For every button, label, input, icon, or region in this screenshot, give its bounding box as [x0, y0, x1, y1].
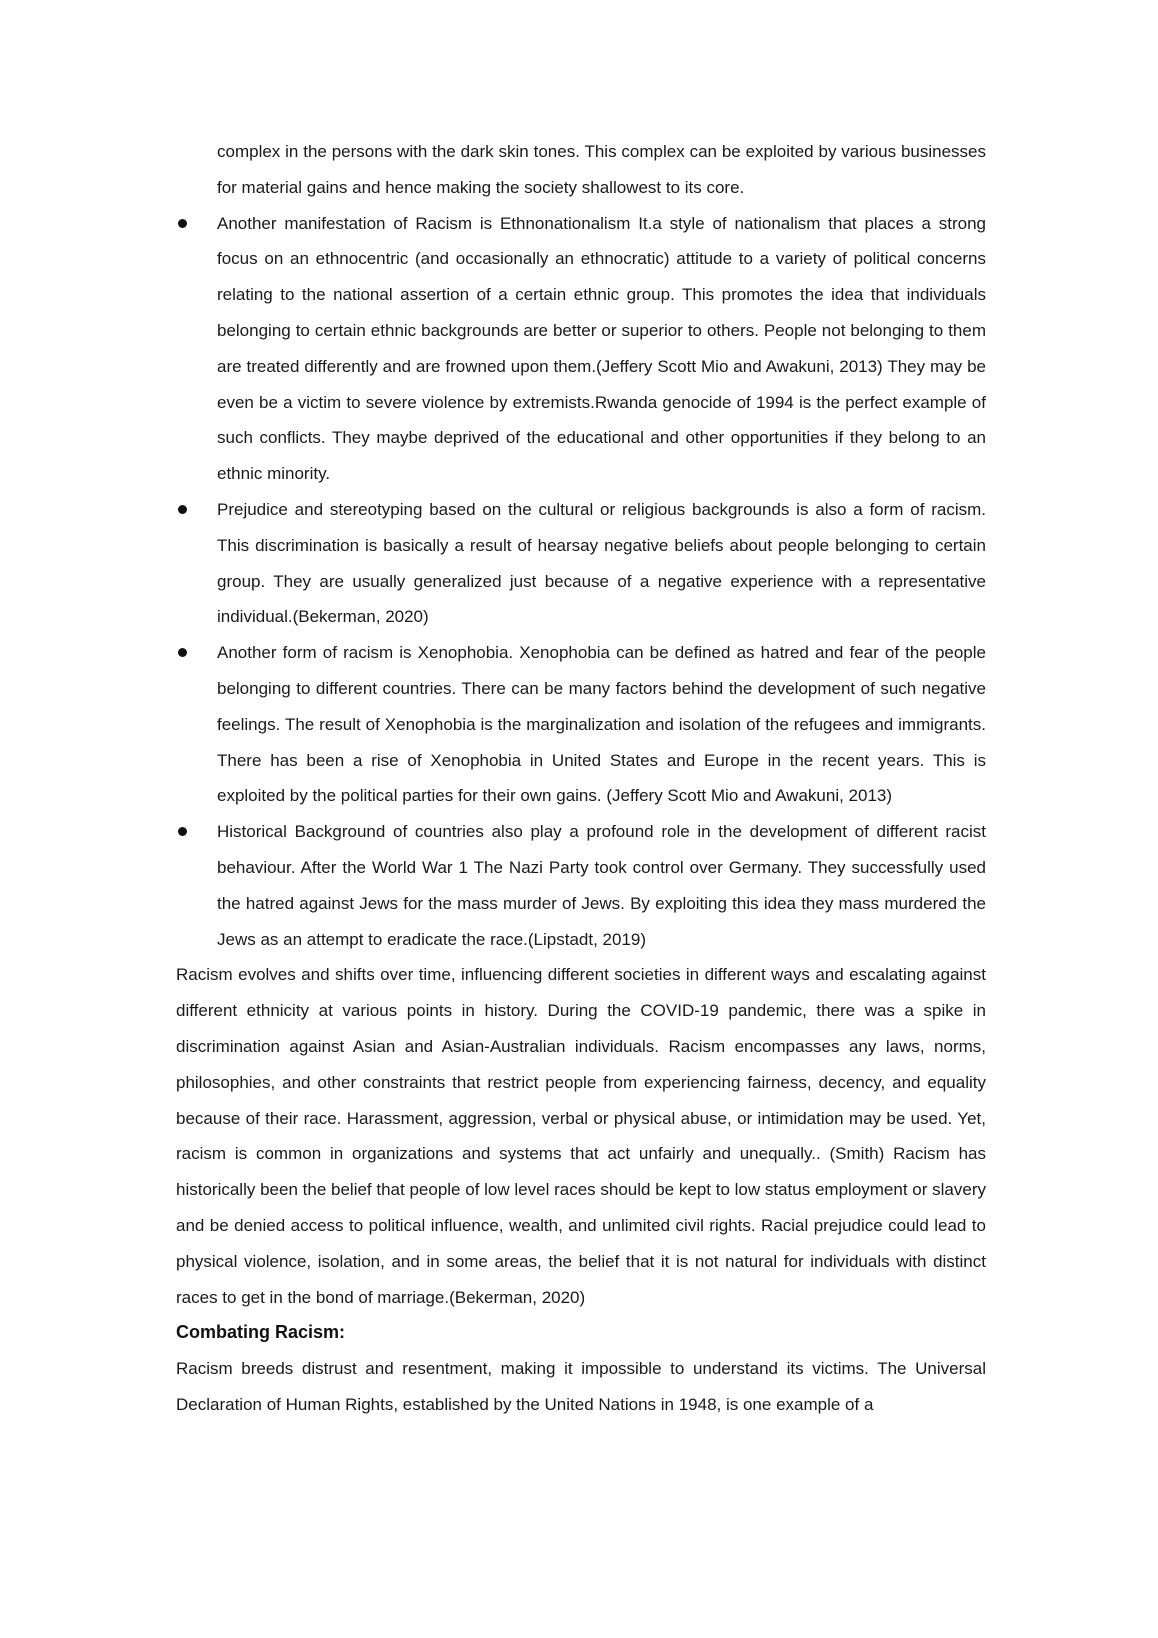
- bullet-text: Another manifestation of Racism is Ethnonationalism It.a style of nationalism that places a strong focus on an ethnocentric (and occasionally an ethnocratic) attitude to a variety of political concerns relating to the national assertion of a certain ethnic group. This promotes the idea that individuals belonging to certain ethnic backgrounds are better or superior to others. People not belonging to them are treated differently and are frowned upon them.(Jeffery Scott Mio and Awakuni, 2013) They may be even be a victim to severe violence by extremists.Rwanda genocide of 1994 is the perfect example of such conflicts. They maybe deprived of the educational and other opportunities if they belong to an ethnic minority.: [217, 213, 986, 484]
- section-heading: Combating Racism:: [176, 1322, 346, 1343]
- bullet-dot-icon: [178, 505, 187, 514]
- body-paragraph: Racism breeds distrust and resentment, making it impossible to understand its victims. The Universal Declaration of Human Rights, established by the United Nations in 1948, is one example of a: [176, 1359, 986, 1414]
- bullet-dot-icon: [178, 827, 187, 836]
- bullet-dot-icon: [178, 648, 187, 657]
- bullet-text: Prejudice and stereotyping based on the cultural or religious backgrounds is also a form of racism. This discrimination is basically a result of hearsay negative beliefs about people belonging to certain group. They are usually generalized just because of a negative experience with a representative individual.(Bekerman, 2020): [217, 499, 986, 627]
- bullet-item-xenophobia: [176, 635, 986, 814]
- bullet-item-prejudice: [176, 492, 986, 635]
- bullet-continuation-text: complex in the persons with the dark skin tones. This complex can be exploited by various businesses for material gains and hence making the society shallowest to its core.: [217, 142, 986, 197]
- bullet-list: [176, 206, 986, 958]
- bullet-text: Another form of racism is Xenophobia. Xenophobia can be defined as hatred and fear of the people belonging to different countries. There can be many factors behind the development of such negative feelings. The result of Xenophobia is the marginalization and isolation of the refugees and immigrants. There has been a rise of Xenophobia in United States and Europe in the recent years. This is exploited by the political parties for their own gains. (Jeffery Scott Mio and Awakuni, 2013): [217, 643, 986, 806]
- document-body: [176, 134, 986, 1423]
- bullet-item-ethnonationalism: [176, 206, 986, 492]
- bullet-text: Historical Background of countries also play a profound role in the development of different racist behaviour. After the World War 1 The Nazi Party took control over Germany. They successfully used the hatred against Jews for the mass murder of Jews. By exploiting this idea they mass murdered the Jews as an attempt to eradicate the race.(Lipstadt, 2019): [217, 822, 986, 949]
- bullet-dot-icon: [178, 219, 187, 228]
- body-paragraph: Racism evolves and shifts over time, influencing different societies in different ways and escalating against different ethnicity at various points in history. During the COVID-19 pandemic, there was a spike in discrimination against Asian and Asian-Australian individuals. Racism encompasses any laws, norms, philosophies, and other constraints that restrict people from experiencing fairness, decency, and equality because of their race. Harassment, aggression, verbal or physical abuse, or intimidation may be used. Yet, racism is common in organizations and systems that act unfairly and unequally.. (Smith) Racism has historically been the belief that people of low level races should be kept to low status employment or slavery and be denied access to political influence, wealth, and unlimited civil rights. Racial prejudice could lead to physical violence, isolation, and in some areas, the belief that it is not natural for individuals with distinct races to get in the bond of marriage.(Bekerman, 2020): [176, 965, 986, 1307]
- bullet-item-historical-background: [176, 814, 986, 957]
